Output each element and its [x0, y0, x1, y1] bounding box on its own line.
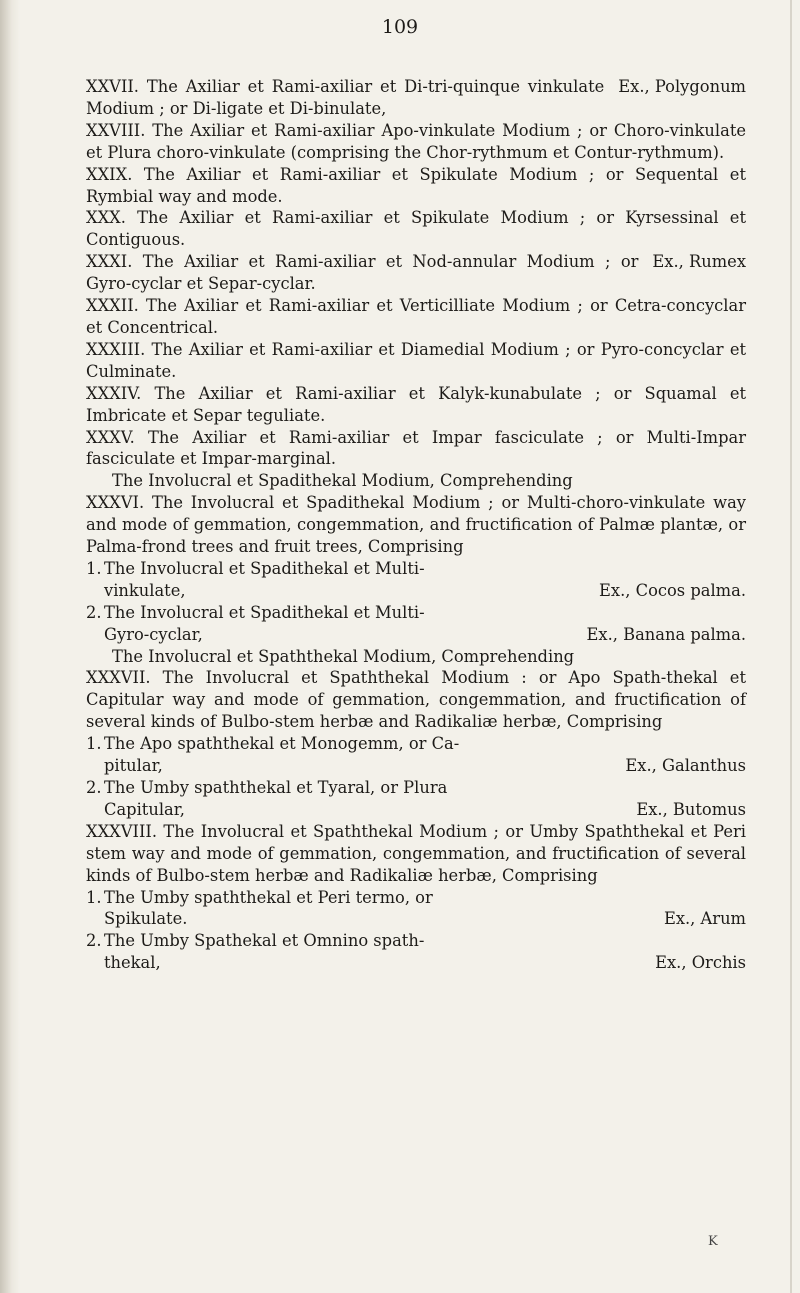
entry — [86, 383, 746, 427]
list-item-number: 1. — [86, 558, 102, 578]
list-item — [86, 930, 746, 974]
list-item-line1: The Umby Spathekal et Omnino spath- — [104, 931, 425, 951]
entry — [86, 251, 746, 295]
list-item-number: 1. — [86, 734, 102, 754]
entry-text: XXXIV. The Axiliar et Rami-axiliar et Kalyk-kunabulate ; or Squamal et Imbricate et Separ teguliate. — [86, 383, 746, 425]
list-item-example: Ex., Arum — [663, 909, 746, 929]
list-item-line1: The Involucral et Spadithekal et Multi- — [104, 558, 425, 578]
list-item-line2: Gyro-cyclar, — [104, 624, 203, 644]
list-item-number: 2. — [86, 602, 102, 622]
list-item-line1: The Umby spaththekal et Tyaral, or Plura — [104, 778, 448, 797]
list-xxxvi — [86, 558, 746, 646]
list-item-example: Ex., Galanthus — [625, 756, 746, 776]
list-item-line2: thekal, — [104, 953, 161, 973]
list-item-number: 1. — [86, 887, 102, 907]
list-item-line2: vinkulate, — [104, 580, 186, 600]
list-item-example: Ex., Butomus — [636, 799, 746, 819]
list-item — [86, 602, 746, 646]
list-item-line2: Spikulate. — [104, 909, 188, 929]
section-heading-spaththekal: The Involucral et Spaththekal Modium, Comprehending — [112, 646, 575, 666]
entry-text: XXIX. The Axiliar et Rami-axiliar et Spikulate Modium ; or Sequental et Rymbial way and mode. — [86, 164, 746, 206]
list-xxxvii — [86, 733, 746, 821]
page-body — [86, 76, 746, 974]
entry-text: XXX. The Axiliar et Rami-axiliar et Spikulate Modium ; or Kyrsessinal et Contiguous. — [86, 208, 746, 250]
entry — [86, 295, 746, 339]
page-gutter-shadow — [0, 0, 20, 1293]
entries-list — [86, 76, 746, 470]
entry-text: XXVIII. The Axiliar et Rami-axiliar Apo-vinkulate Modium ; or Choro-vinkulate et Plura choro-vinkulate (comprising the Chor-rythmum et Contur-rythmum). — [86, 120, 746, 162]
list-item-line1: The Apo spaththekal et Monogemm, or Ca- — [104, 734, 460, 754]
list-item-line2: pitular, — [104, 756, 163, 776]
entry-text: XXXIII. The Axiliar et Rami-axiliar et Diamedial Modium ; or Pyro-concyclar et Culminate. — [86, 339, 746, 381]
list-item-line1: The Involucral et Spadithekal et Multi- — [104, 602, 425, 622]
signature-mark: K — [708, 1234, 718, 1249]
entry-example: Ex., Polygonum — [618, 77, 746, 96]
entry — [86, 339, 746, 383]
entry-text: XXXII. The Axiliar et Rami-axiliar et Verticilliate Modium ; or Cetra-concyclar et Concentrical. — [86, 296, 746, 337]
entry — [86, 427, 746, 471]
list-xxxviii — [86, 887, 746, 975]
list-item — [86, 558, 746, 602]
list-item — [86, 777, 746, 821]
entry-text: XXXV. The Axiliar et Rami-axiliar et Impar fasciculate ; or Multi-Impar fasciculate et Impar-marginal. — [86, 427, 746, 469]
entry-example: Ex., Rumex — [652, 252, 746, 272]
section-heading-spadithekal: The Involucral et Spadithekal Modium, Comprehending — [112, 471, 573, 491]
list-item — [86, 733, 746, 777]
page-edge — [790, 0, 792, 1293]
entry-xxxvi: XXXVI. The Involucral et Spadithekal Modium ; or Multi-choro-vinkulate way and mode of gemmation, congemmation, and fructification of Palmæ plantæ, or Palma-frond trees and fruit trees, Comprising — [86, 493, 746, 557]
entry-text: XXVII. The Axiliar et Rami-axiliar et Di-tri-quinque vinkulate Modium ; or Di-ligate et Di-binulate, — [86, 77, 605, 118]
page-number: 109 — [381, 16, 419, 38]
list-item-example: Ex., Banana palma. — [586, 624, 746, 644]
entry — [86, 120, 746, 164]
entry — [86, 164, 746, 208]
entry-text: XXXI. The Axiliar et Rami-axiliar et Nod-annular Modium ; or Gyro-cyclar et Separ-cyclar. — [86, 252, 639, 294]
list-item-example: Ex., Orchis — [655, 953, 746, 973]
list-item-example: Ex., Cocos palma. — [599, 580, 746, 600]
list-item-number: 2. — [86, 931, 102, 951]
list-item-line1: The Umby spaththekal et Peri termo, or — [104, 887, 433, 907]
entry-xxxviii: XXXVIII. The Involucral et Spaththekal Modium ; or Umby Spaththekal et Peri stem way and mode of gemmation, congemmation, and fructification of several kinds of Bulbo-stem herbæ and Radikaliæ herbæ, Comprising — [86, 821, 746, 885]
entry — [86, 207, 746, 251]
entry — [86, 76, 746, 120]
list-item-number: 2. — [86, 778, 102, 797]
list-item-line2: Capitular, — [104, 799, 185, 819]
entry-xxxvii: XXXVII. The Involucral et Spaththekal Modium : or Apo Spath-thekal et Capitular way and mode of gemmation, congemmation, and fructification of several kinds of Bulbo-stem herbæ and Radikaliæ herbæ, Comprising — [86, 668, 746, 732]
list-item — [86, 887, 746, 931]
